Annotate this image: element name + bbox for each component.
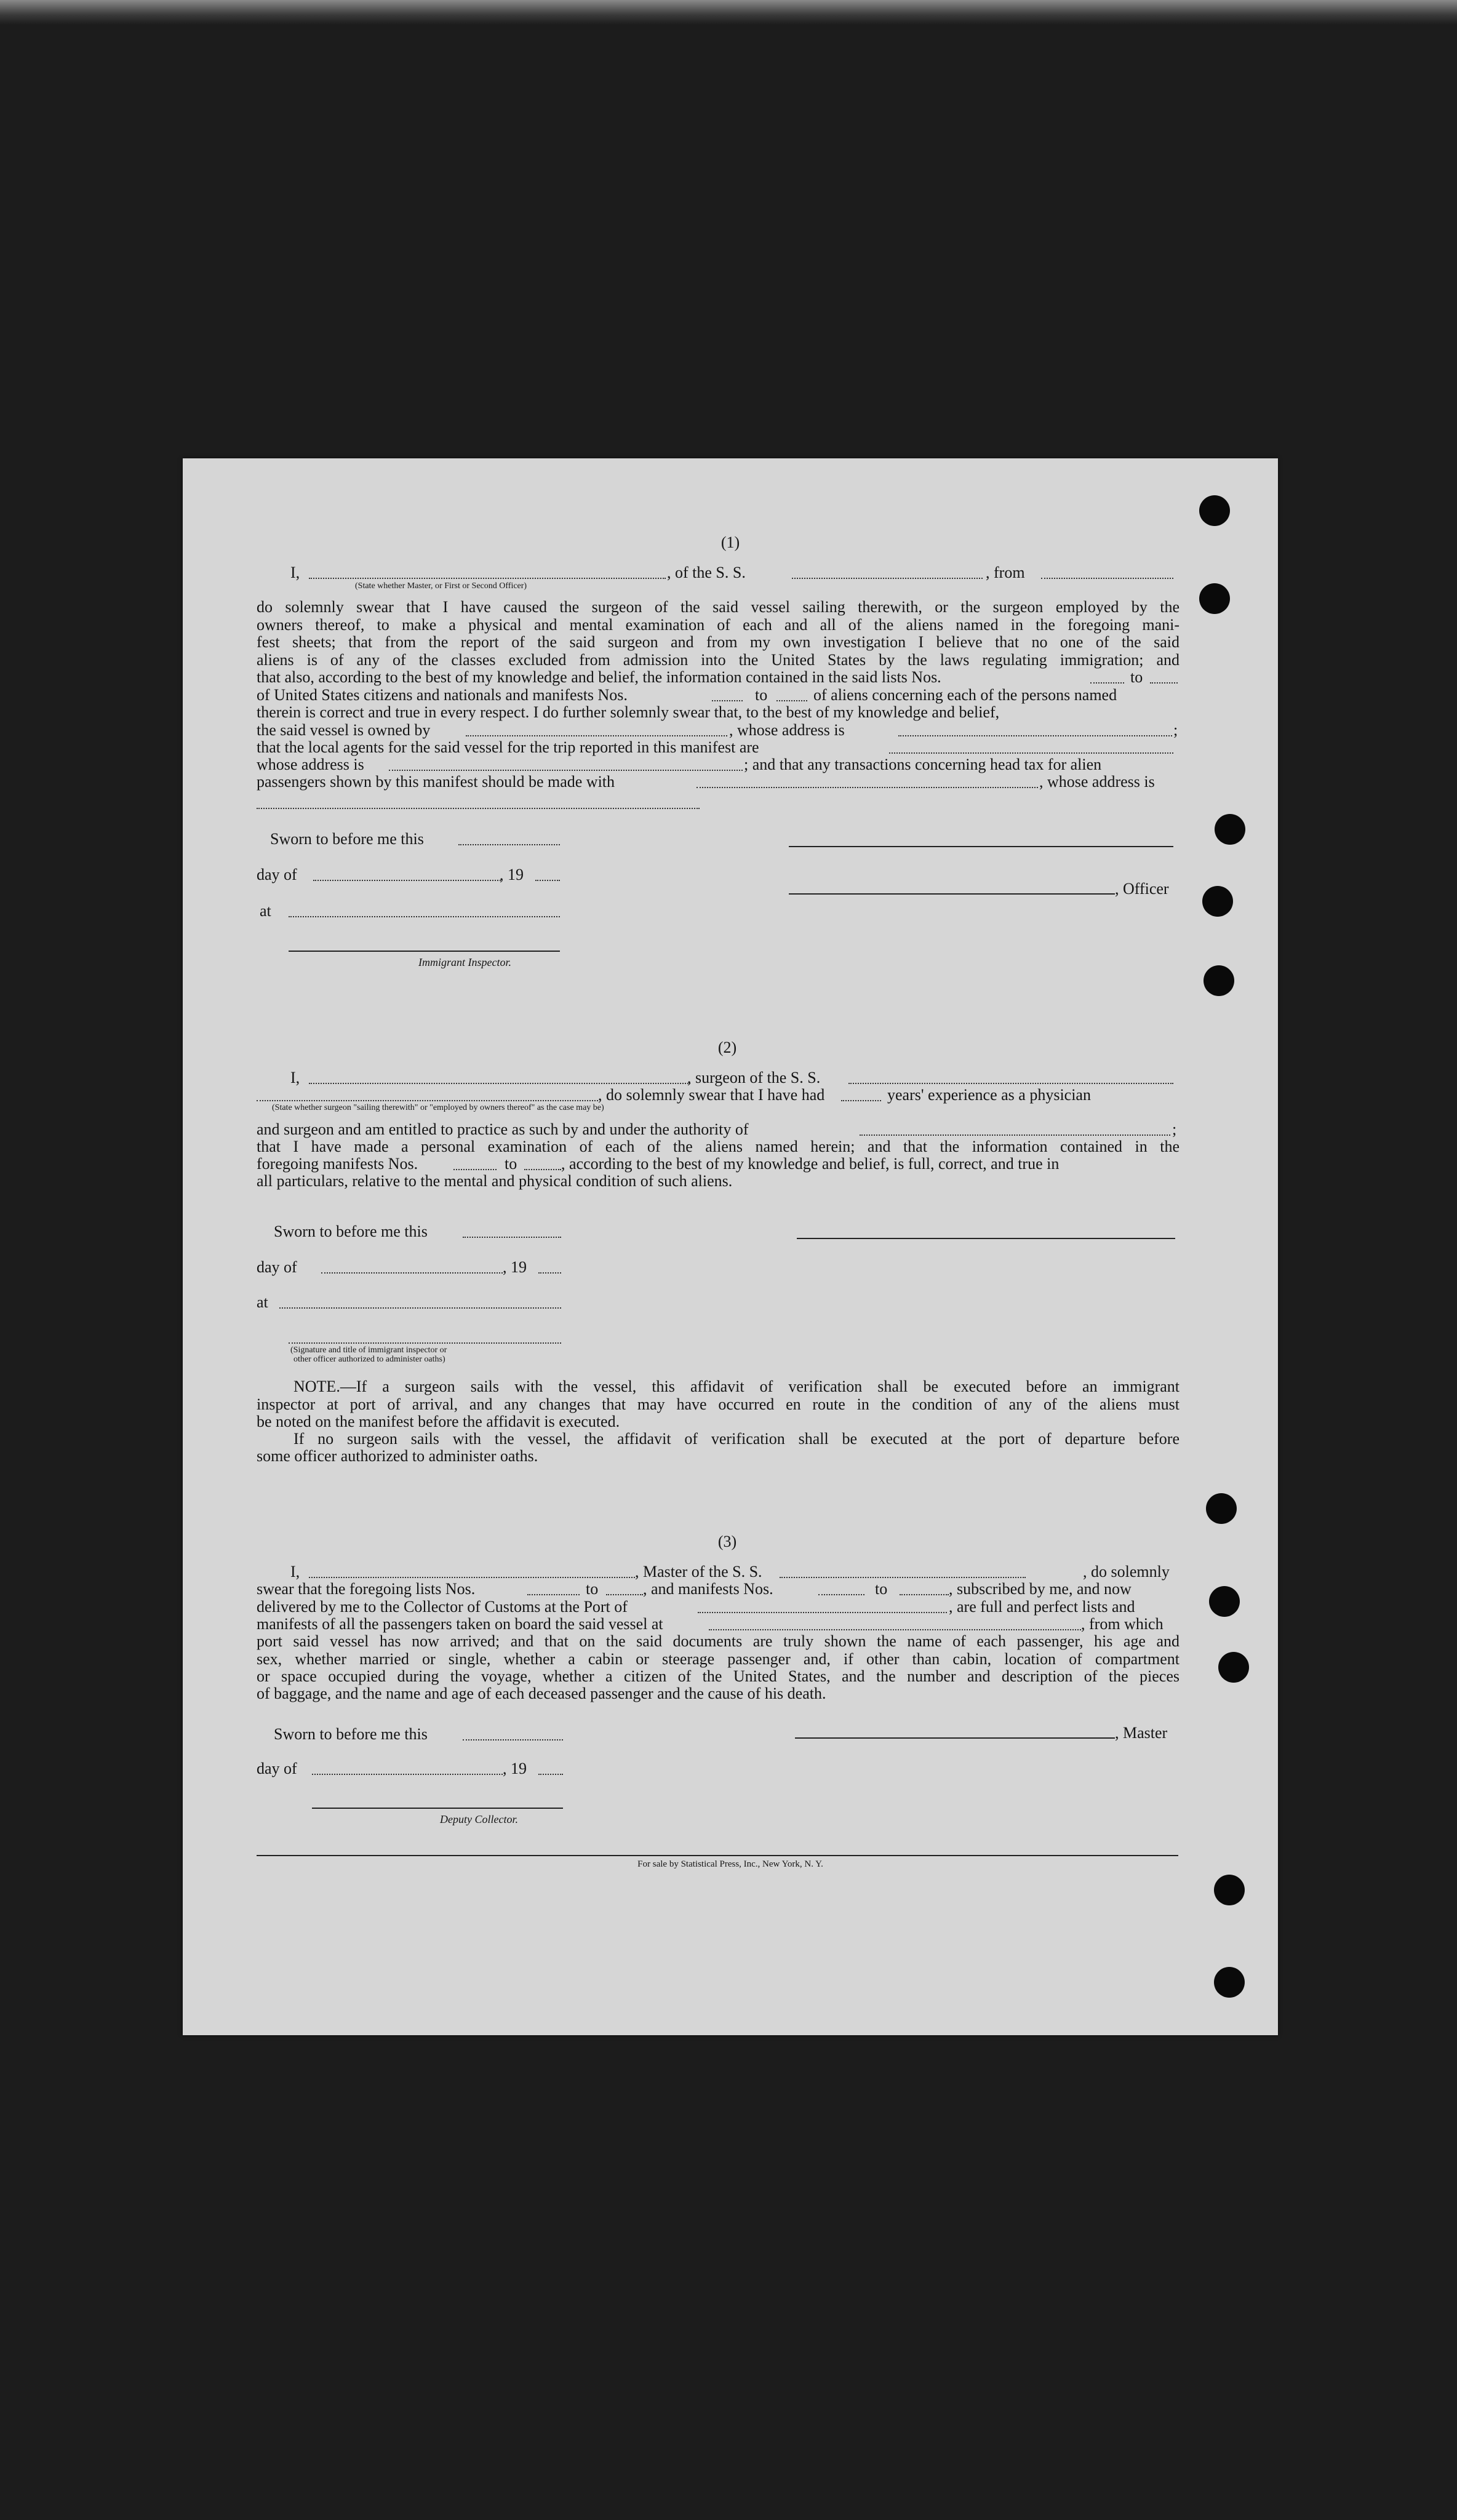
lists-to-field (1150, 682, 1178, 684)
embark-port-field (709, 1629, 1081, 1630)
examination-line: that I have made a personal examination of each of the aliens named herein; and that the information contained in the (257, 1138, 1180, 1155)
according-label: , according to the best of my knowledge and belief, is full, correct, and true in (561, 1155, 1060, 1173)
head-tax-address-field (257, 808, 700, 809)
and-manifests-label: , and manifests Nos. (643, 1580, 773, 1598)
note-block: If no surgeon sails with the vessel, the affidavit of verification shall be executed at the port of departure before (293, 1430, 1180, 1448)
whose-address-label: , whose address is (1039, 773, 1155, 791)
to-label: to (875, 1580, 888, 1598)
agents-line: that the local agents for the said vessel for the trip reported in this manifest are (257, 738, 759, 756)
note-line: some officer authorized to administer oaths. (257, 1447, 538, 1465)
swear-lists-label: swear that the foregoing lists Nos. (257, 1580, 476, 1598)
section-number: (1) (721, 533, 740, 551)
whose-address-label: , whose address is (729, 721, 845, 739)
name-field (309, 578, 666, 579)
deputy-title: Deputy Collector. (440, 1813, 518, 1825)
of-aliens-label: of aliens concerning each of the persons named (813, 686, 1117, 704)
at-label: at (257, 1293, 268, 1311)
manifests-line: foregoing manifests Nos. (257, 1155, 418, 1173)
manifests-all-label: manifests of all the passengers taken on board the said vessel at (257, 1615, 663, 1633)
subscribed-label: , subscribed by me, and now (949, 1580, 1132, 1598)
manifests-line: of United States citizens and nationals and manifests Nos. (257, 686, 628, 704)
footer-rule (257, 1855, 1178, 1856)
owned-by-line: the said vessel is owned by (257, 721, 431, 739)
particulars-line: all particulars, relative to the mental and physical condition of such aliens. (257, 1172, 733, 1190)
note-line: be noted on the manifest before the affidavit is executed. (257, 1413, 620, 1430)
officer-label: , Officer (1115, 880, 1169, 898)
full-perfect-label: , are full and perfect lists and (949, 1598, 1135, 1616)
authority-line: and surgeon and am entitled to practice as such by and under the authority of (257, 1120, 749, 1138)
sworn-label: Sworn to before me this (274, 1222, 428, 1240)
punch-hole (1202, 886, 1233, 917)
year-field (538, 1774, 563, 1775)
delivered-label: delivered by me to the Collector of Customs at the Port of (257, 1598, 628, 1616)
manifests-to-field (524, 1169, 561, 1170)
port-field (698, 1612, 947, 1613)
manifests-from-field (818, 1594, 864, 1595)
year-label: , 19 (503, 1760, 527, 1777)
surgeon-signature-line (797, 1238, 1175, 1239)
day-field (312, 1774, 503, 1775)
name-field (309, 1577, 635, 1578)
surgeon-note: (State whether surgeon "sailing therewith" or "employed by owners thereof" as the case may be) (272, 1103, 604, 1112)
owner-address-field (898, 735, 1172, 736)
lists-from-field (1090, 682, 1124, 684)
punch-hole (1199, 583, 1230, 614)
passengers-line: passengers shown by this manifest should be made with (257, 773, 615, 791)
semicolon: ; (1173, 721, 1178, 739)
from-which-label: , from which (1081, 1615, 1164, 1633)
solemnly-label: , do solemnly (1083, 1563, 1170, 1581)
i-label: I, (290, 1069, 300, 1087)
section3-body: port said vessel has now arrived; and that on the said documents are truly shown the name of each passenger, his age and sex, whether married or single, whether a cabin or steerage passenger and, if other than cabin, location of compartment or space occupied during the voyage, whether a citizen of the United States, and the number and description of the pieces (257, 1632, 1180, 1685)
to-label: to (505, 1155, 517, 1173)
master-label: , Master (1115, 1724, 1168, 1742)
manifests-to-field (776, 700, 807, 701)
swear-label: , do solemnly swear that I have had (598, 1086, 825, 1104)
to-label: to (586, 1580, 599, 1598)
i-label: I, (290, 1563, 300, 1581)
i-label: I, (290, 564, 300, 581)
scan-border (0, 0, 1457, 25)
to-label: to (1130, 668, 1143, 686)
manifests-from-field (453, 1169, 497, 1170)
officer-signature-line (789, 893, 1115, 895)
semicolon: ; (1172, 1120, 1177, 1138)
manifests-from-field (712, 700, 743, 701)
year-label: , 19 (500, 866, 524, 883)
day-field (313, 880, 501, 881)
signature-note: (Signature and title of immigrant inspector or (290, 1346, 447, 1355)
punch-hole (1206, 1493, 1237, 1524)
punch-hole (1218, 1652, 1249, 1683)
from-field (1041, 578, 1173, 579)
punch-hole (1204, 965, 1234, 996)
signature-line (789, 846, 1173, 847)
signature-note: other officer authorized to administer oaths) (293, 1355, 445, 1364)
punch-hole (1214, 1967, 1245, 1998)
day-of-label: day of (257, 1760, 297, 1777)
sworn-label: Sworn to before me this (270, 830, 424, 848)
correct-line: therein is correct and true in every respect. I do further solemnly swear that, to the best of my knowledge and belief, (257, 703, 1000, 721)
punch-hole (1215, 814, 1245, 845)
at-field (279, 1307, 561, 1309)
years-label: years' experience as a physician (887, 1086, 1091, 1104)
manifest-affidavit-page (183, 458, 1278, 2035)
master-note: (State whether Master, or First or Second Officer) (355, 581, 527, 591)
authority-field (860, 1134, 1170, 1136)
sworn-label: Sworn to before me this (274, 1725, 428, 1743)
master-signature-line (795, 1737, 1115, 1739)
sworn-field (463, 1739, 563, 1740)
vessel-field (780, 1577, 1026, 1578)
surgeon-field (257, 1100, 598, 1101)
vessel-field (848, 1083, 1173, 1084)
at-field (289, 916, 560, 917)
owner-field (466, 735, 727, 736)
day-of-label: day of (257, 866, 297, 883)
head-tax-field (697, 787, 1038, 788)
sworn-field (458, 844, 560, 845)
note-block: NOTE.—If a surgeon sails with the vessel, this affidavit of verification shall be executed before an immigrant inspector at port of arrival, and any changes that may have occurred en route in the condition of any of the aliens must (257, 1378, 1180, 1413)
deputy-signature-line (312, 1808, 563, 1809)
master-of-label: , Master of the S. S. (635, 1563, 762, 1581)
of-ss-label: , of the S. S. (667, 564, 746, 581)
manifests-to-field (900, 1594, 949, 1595)
at-label: at (260, 902, 271, 920)
year-field (538, 1272, 561, 1274)
vessel-field (792, 578, 983, 579)
head-tax-label: ; and that any transactions concerning head tax for alien (744, 756, 1102, 773)
lists-from-field (527, 1594, 580, 1595)
inspector-signature-field (289, 1342, 561, 1344)
inspector-signature-line (289, 951, 560, 952)
section1-body: do solemnly swear that I have caused the surgeon of the said vessel sailing therewith, or the surgeon employed by the owners thereof, to make a physical and mental examination of each and all of the aliens named in the foregoing mani- fest sheets; that from the report of the said surgeon and from my own investigation I believe that no one of the said aliens is of any of the classes excluded from admission into the United States by the laws regulating immigration; and (257, 598, 1180, 669)
punch-hole (1209, 1586, 1240, 1617)
year-field (535, 880, 560, 881)
punch-hole (1199, 495, 1230, 526)
surgeon-of-label: , surgeon of the S. S. (687, 1069, 821, 1087)
day-of-label: day of (257, 1258, 297, 1276)
to-label: to (755, 686, 768, 704)
agent-address-line: whose address is (257, 756, 364, 773)
agents-field (889, 752, 1173, 754)
punch-hole (1214, 1875, 1245, 1905)
section-number: (3) (717, 1533, 737, 1550)
year-label: , 19 (503, 1258, 527, 1276)
baggage-line: of baggage, and the name and age of each deceased passenger and the cause of his death. (257, 1685, 826, 1702)
agent-address-field (389, 770, 743, 771)
years-field (841, 1100, 881, 1101)
name-field (309, 1083, 690, 1084)
lists-line: that also, according to the best of my knowledge and belief, the information contained in the said lists Nos. (257, 668, 941, 686)
lists-to-field (606, 1594, 643, 1595)
section-number: (2) (717, 1039, 737, 1056)
day-field (321, 1272, 503, 1274)
from-label: , from (986, 564, 1025, 581)
printer-footer: For sale by Statistical Press, Inc., New York, N. Y. (637, 1859, 823, 1869)
inspector-title: Immigrant Inspector. (418, 956, 511, 968)
sworn-field (463, 1237, 561, 1238)
